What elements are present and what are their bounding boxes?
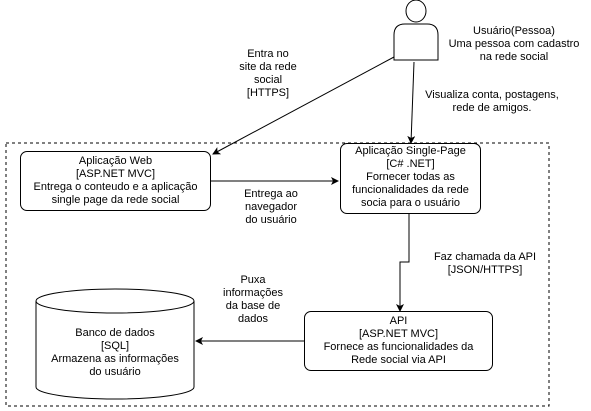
edge-label-line: Entrega ao bbox=[244, 188, 298, 200]
web-app-tech: [ASP.NET MVC] bbox=[75, 168, 156, 180]
edge-label-line: dados bbox=[238, 313, 268, 325]
edge-label-line: site da rede bbox=[239, 61, 297, 73]
spa-tech: [C# .NET] bbox=[386, 158, 435, 170]
edge-label-line: [HTTPS] bbox=[246, 87, 290, 99]
api-tech: [ASP.NET MVC] bbox=[358, 328, 439, 340]
edge-label-line: rede de amigos. bbox=[452, 102, 532, 114]
database-tech: [SQL] bbox=[100, 340, 130, 352]
spa-description-line: funcionalidades da rede bbox=[352, 184, 469, 196]
actor-name-label bbox=[444, 25, 584, 64]
actor-description-line: Uma pessoa com cadastro bbox=[448, 38, 580, 50]
spa-box[interactable] bbox=[340, 143, 481, 214]
spa-description-line: socia para o usuário bbox=[360, 197, 461, 209]
edge-label-line: informações bbox=[223, 287, 283, 299]
edge-label-line: navegador bbox=[245, 201, 297, 213]
spa-title: Aplicação Single-Page bbox=[355, 145, 466, 157]
api-description-line: Fornece as funcionalidades da bbox=[323, 341, 474, 353]
edge-label-line: social bbox=[253, 74, 283, 86]
database-label[interactable] bbox=[36, 327, 194, 379]
edge-label-web-to-spa bbox=[231, 188, 311, 227]
web-app-box[interactable] bbox=[20, 151, 211, 211]
edge-label-line: Faz chamada da API bbox=[433, 251, 537, 263]
person-icon bbox=[394, 0, 438, 60]
edge-label-spa-to-api bbox=[420, 251, 550, 277]
api-box[interactable] bbox=[304, 311, 493, 371]
edge-label-line: Visualiza conta, postagens, bbox=[425, 89, 559, 101]
database-description-line: do usuário bbox=[89, 366, 141, 378]
edge-label-line: [JSON/HTTPS] bbox=[447, 264, 523, 276]
edge-label-user-to-spa bbox=[412, 89, 572, 115]
edge-label-user-to-web bbox=[218, 48, 318, 100]
edge-spa-to-api bbox=[400, 214, 409, 311]
api-title: API bbox=[389, 315, 408, 327]
edge-label-line: Puxa bbox=[240, 274, 266, 286]
web-app-description-line: single page da rede social bbox=[51, 194, 180, 206]
web-app-description-line: Entrega o conteudo e a aplicação bbox=[33, 181, 198, 193]
edge-label-line: Entra no bbox=[247, 48, 289, 60]
spa-description-line: Fornecer todas as bbox=[366, 171, 455, 183]
edge-label-api-to-db bbox=[208, 274, 298, 326]
edge-label-line: do usuário bbox=[245, 214, 297, 226]
actor-description-line: na rede social bbox=[479, 51, 549, 63]
edge-label-line: da base de bbox=[225, 300, 281, 312]
actor-name: Usuário(Pessoa) bbox=[473, 25, 555, 37]
web-app-title: Aplicação Web bbox=[78, 155, 153, 167]
database-title: Banco de dados bbox=[75, 327, 155, 339]
database-description-line: Armazena as informações bbox=[51, 353, 179, 365]
api-description-line: Rede social via API bbox=[351, 354, 446, 366]
